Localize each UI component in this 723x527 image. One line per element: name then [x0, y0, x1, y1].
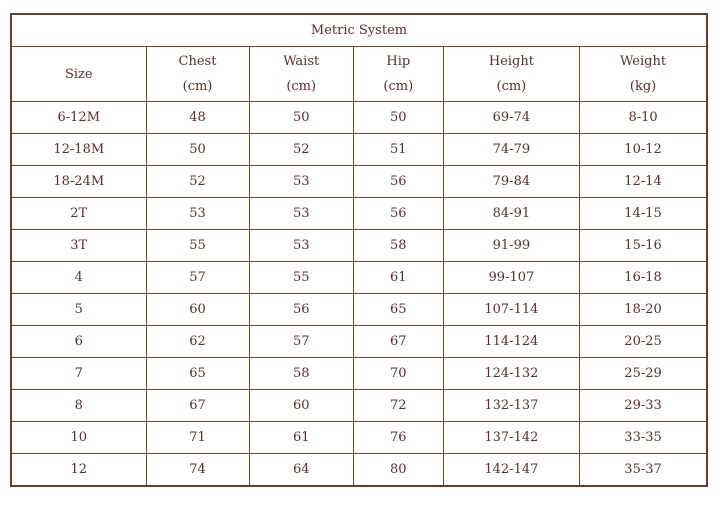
column-unit: (kg) — [629, 79, 657, 94]
table-cell: 18-24M — [11, 166, 146, 198]
table-row — [11, 422, 707, 454]
table-cell: 3T — [11, 230, 146, 262]
column-label: Size — [64, 66, 93, 82]
table-cell: 6-12M — [11, 102, 146, 134]
table-cell: 53 — [249, 230, 353, 262]
column-unit: (cm) — [182, 79, 213, 94]
table-cell: 91-99 — [443, 230, 579, 262]
table-cell: 56 — [353, 198, 443, 230]
table-cell: 12 — [11, 454, 146, 487]
table-cell: 56 — [353, 166, 443, 198]
column-header-hip — [353, 47, 443, 102]
table-cell: 33-35 — [580, 422, 707, 454]
table-cell: 53 — [249, 198, 353, 230]
table-cell: 60 — [249, 390, 353, 422]
header-row — [11, 47, 707, 102]
table-cell: 99-107 — [443, 262, 579, 294]
column-label: Weight — [620, 54, 667, 69]
table-row — [11, 358, 707, 390]
table-cell: 107-114 — [443, 294, 579, 326]
table-row — [11, 198, 707, 230]
table-cell: 132-137 — [443, 390, 579, 422]
table-cell: 55 — [146, 230, 249, 262]
table-row — [11, 326, 707, 358]
table-cell: 52 — [249, 134, 353, 166]
table-cell: 55 — [249, 262, 353, 294]
table-row — [11, 454, 707, 487]
table-cell: 52 — [146, 166, 249, 198]
table-cell: 8-10 — [580, 102, 707, 134]
column-label: Chest — [178, 54, 217, 69]
table-cell: 4 — [11, 262, 146, 294]
table-cell: 57 — [146, 262, 249, 294]
table-cell: 58 — [249, 358, 353, 390]
table-row — [11, 390, 707, 422]
column-unit: (cm) — [496, 79, 527, 94]
table-cell: 16-18 — [580, 262, 707, 294]
table-cell: 142-147 — [443, 454, 579, 487]
column-label: Waist — [283, 54, 320, 69]
table-cell: 65 — [146, 358, 249, 390]
table-cell: 53 — [146, 198, 249, 230]
table-cell: 69-74 — [443, 102, 579, 134]
table-cell: 35-37 — [580, 454, 707, 487]
table-cell: 10-12 — [580, 134, 707, 166]
metric-size-chart-table — [10, 13, 708, 487]
table-cell: 137-142 — [443, 422, 579, 454]
table-cell: 50 — [353, 102, 443, 134]
table-cell: 71 — [146, 422, 249, 454]
column-label: Hip — [386, 54, 411, 69]
table-cell: 64 — [249, 454, 353, 487]
table-cell: 5 — [11, 294, 146, 326]
table-cell: 114-124 — [443, 326, 579, 358]
table-cell: 124-132 — [443, 358, 579, 390]
table-cell: 14-15 — [580, 198, 707, 230]
table-cell: 7 — [11, 358, 146, 390]
table-cell: 74-79 — [443, 134, 579, 166]
column-unit: (cm) — [383, 79, 414, 94]
table-cell: 65 — [353, 294, 443, 326]
table-cell: 58 — [353, 230, 443, 262]
table-cell: 48 — [146, 102, 249, 134]
table-cell: 61 — [353, 262, 443, 294]
table-cell: 56 — [249, 294, 353, 326]
table-cell: 50 — [249, 102, 353, 134]
table-cell: 62 — [146, 326, 249, 358]
table-cell: 70 — [353, 358, 443, 390]
column-header-chest — [146, 47, 249, 102]
column-header-size — [11, 47, 146, 102]
table-cell: 2T — [11, 198, 146, 230]
table-cell: 60 — [146, 294, 249, 326]
table-cell: 67 — [353, 326, 443, 358]
table-cell: 10 — [11, 422, 146, 454]
column-label: Height — [488, 54, 534, 69]
table-row — [11, 294, 707, 326]
table-cell: 8 — [11, 390, 146, 422]
table-cell: 57 — [249, 326, 353, 358]
table-row — [11, 134, 707, 166]
table-cell: 74 — [146, 454, 249, 487]
table-cell: 76 — [353, 422, 443, 454]
table-row — [11, 166, 707, 198]
table-cell: 12-14 — [580, 166, 707, 198]
table-cell: 15-16 — [580, 230, 707, 262]
table-body — [11, 102, 707, 487]
table-cell: 25-29 — [580, 358, 707, 390]
title-row — [11, 14, 707, 47]
table-cell: 79-84 — [443, 166, 579, 198]
table-row — [11, 262, 707, 294]
table-cell: 51 — [353, 134, 443, 166]
table-cell: 12-18M — [11, 134, 146, 166]
table-title: Metric System — [11, 14, 707, 47]
table-row — [11, 230, 707, 262]
table-cell: 84-91 — [443, 198, 579, 230]
table-cell: 61 — [249, 422, 353, 454]
column-header-weight — [580, 47, 707, 102]
table-cell: 72 — [353, 390, 443, 422]
table-cell: 18-20 — [580, 294, 707, 326]
table-cell: 80 — [353, 454, 443, 487]
table-row — [11, 102, 707, 134]
table-cell: 29-33 — [580, 390, 707, 422]
column-header-height — [443, 47, 579, 102]
column-header-waist — [249, 47, 353, 102]
table-cell: 6 — [11, 326, 146, 358]
table-cell: 67 — [146, 390, 249, 422]
column-unit: (cm) — [286, 79, 317, 94]
table-cell: 53 — [249, 166, 353, 198]
table-cell: 50 — [146, 134, 249, 166]
table-cell: 20-25 — [580, 326, 707, 358]
